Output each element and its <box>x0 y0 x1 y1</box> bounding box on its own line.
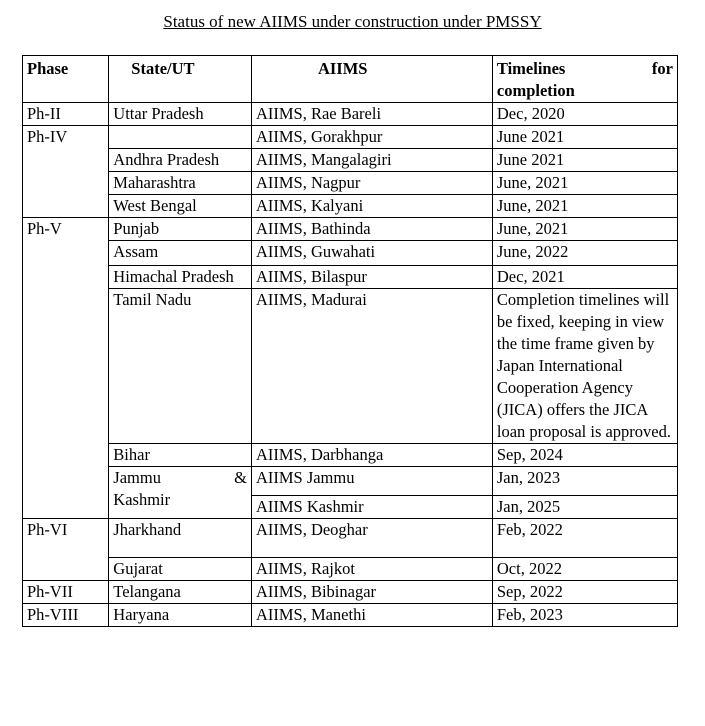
aiims-cell: AIIMS, Rae Bareli <box>251 103 492 126</box>
table-row <box>23 149 678 172</box>
state-cell: Maharashtra <box>109 172 252 195</box>
timeline-cell: Jan, 2025 <box>492 496 677 519</box>
state-cell: Tamil Nadu <box>109 289 252 444</box>
state-cell <box>109 126 252 149</box>
timeline-cell: Dec, 2021 <box>492 266 677 289</box>
state-cell: Gujarat <box>109 558 252 581</box>
header-phase: Phase <box>23 56 109 103</box>
aiims-cell: AIIMS, Darbhanga <box>251 444 492 467</box>
state-cell: Uttar Pradesh <box>109 103 252 126</box>
aiims-cell: AIIMS, Mangalagiri <box>251 149 492 172</box>
aiims-status-table <box>22 55 678 627</box>
aiims-cell: AIIMS, Deoghar <box>251 519 492 558</box>
phase-cell: Ph-II <box>23 103 109 126</box>
header-timeline-word2: for <box>651 59 673 78</box>
table-row <box>23 467 678 496</box>
header-aiims <box>251 56 492 103</box>
timeline-cell: Feb, 2023 <box>492 604 677 627</box>
state-jk-part2: & <box>234 468 247 487</box>
timeline-cell: June, 2021 <box>492 172 677 195</box>
header-timeline-word1: Timelines <box>496 59 566 78</box>
state-cell: Andhra Pradesh <box>109 149 252 172</box>
timeline-cell: Sep, 2024 <box>492 444 677 467</box>
table-row <box>23 172 678 195</box>
timeline-cell: June, 2022 <box>492 241 677 266</box>
aiims-cell: AIIMS, Bibinagar <box>251 581 492 604</box>
phase-cell: Ph-IV <box>23 126 109 218</box>
table-header-row <box>23 56 678 103</box>
timeline-cell: Dec, 2020 <box>492 103 677 126</box>
aiims-cell: AIIMS, Manethi <box>251 604 492 627</box>
table-row <box>23 444 678 467</box>
timeline-cell: June 2021 <box>492 126 677 149</box>
table-row <box>23 103 678 126</box>
header-state-label: State/UT <box>131 59 195 78</box>
state-cell: Jharkhand <box>109 519 252 558</box>
timeline-cell: June 2021 <box>492 149 677 172</box>
aiims-cell: AIIMS, Rajkot <box>251 558 492 581</box>
timeline-cell: June, 2021 <box>492 218 677 241</box>
aiims-cell: AIIMS, Gorakhpur <box>251 126 492 149</box>
state-cell: West Bengal <box>109 195 252 218</box>
aiims-cell: AIIMS, Bathinda <box>251 218 492 241</box>
aiims-cell: AIIMS, Madurai <box>251 289 492 444</box>
state-cell: Telangana <box>109 581 252 604</box>
state-jk-part3: Kashmir <box>113 490 171 509</box>
aiims-cell: AIIMS Jammu <box>251 467 492 496</box>
timeline-cell: Oct, 2022 <box>492 558 677 581</box>
state-cell: Haryana <box>109 604 252 627</box>
aiims-cell: AIIMS, Kalyani <box>251 195 492 218</box>
header-timeline <box>492 56 677 103</box>
header-timeline-word3: completion <box>496 81 575 100</box>
state-cell: Bihar <box>109 444 252 467</box>
phase-cell: Ph-V <box>23 218 109 519</box>
timeline-cell: Feb, 2022 <box>492 519 677 558</box>
table-row <box>23 218 678 241</box>
table-row <box>23 126 678 149</box>
header-aiims-label: AIIMS <box>317 59 368 78</box>
state-cell: Himachal Pradesh <box>109 266 252 289</box>
state-cell: Punjab <box>109 218 252 241</box>
timeline-cell: Sep, 2022 <box>492 581 677 604</box>
timeline-cell: Completion timelines will be fixed, keeping in view the time frame given by Japan International Cooperation Agency (JICA) offers the JICA loan proposal is approved. <box>492 289 677 444</box>
timeline-cell: June, 2021 <box>492 195 677 218</box>
timeline-cell: Jan, 2023 <box>492 467 677 496</box>
phase-cell: Ph-VIII <box>23 604 109 627</box>
table-row <box>23 195 678 218</box>
aiims-cell: AIIMS, Guwahati <box>251 241 492 266</box>
table-row <box>23 558 678 581</box>
table-row <box>23 519 678 558</box>
state-cell: Assam <box>109 241 252 266</box>
table-row <box>23 241 678 266</box>
table-row <box>23 581 678 604</box>
phase-cell: Ph-VII <box>23 581 109 604</box>
table-row <box>23 604 678 627</box>
state-jk-part1: Jammu <box>113 468 161 487</box>
header-state <box>109 56 252 103</box>
state-cell <box>109 467 252 519</box>
table-row <box>23 289 678 444</box>
page-title: Status of new AIIMS under construction under PMSSY <box>163 12 542 31</box>
aiims-cell: AIIMS, Bilaspur <box>251 266 492 289</box>
table-row <box>23 266 678 289</box>
aiims-cell: AIIMS Kashmir <box>251 496 492 519</box>
aiims-cell: AIIMS, Nagpur <box>251 172 492 195</box>
phase-cell: Ph-VI <box>23 519 109 581</box>
